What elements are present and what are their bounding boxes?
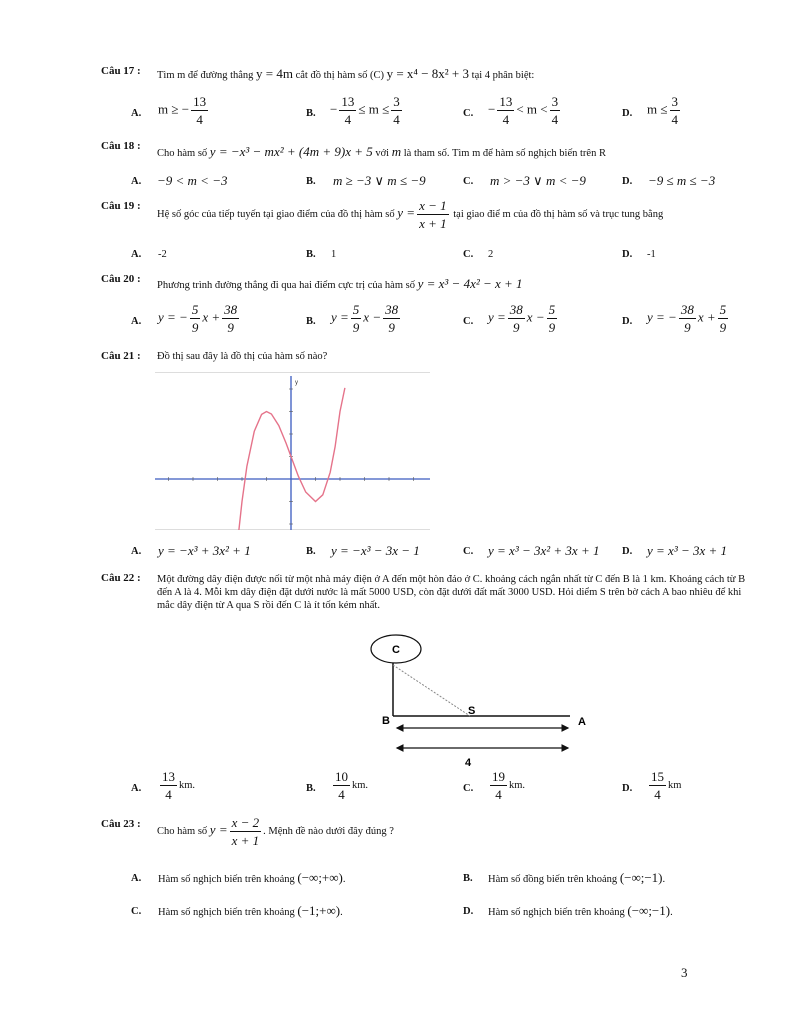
q21-b-option[interactable]: y = −x³ − 3x − 1 xyxy=(331,543,420,558)
q20-label: Câu 20 : xyxy=(101,273,141,285)
q23-b-label[interactable]: B. xyxy=(463,873,473,884)
cs-line xyxy=(393,665,470,716)
q17-a-option[interactable]: m ≥ − $\frac{13}{4}$ xyxy=(158,94,207,127)
q20-d-option[interactable]: y = − $\frac{38}{9}$ x + $\frac{5}{9}$ xyxy=(647,302,727,335)
length-label: 4 xyxy=(464,757,472,769)
q18-stem: Cho hàm số y = −x³ − mx² + (4m + 9)x + 5 với m là tham số. Tìm m để hàm số nghịch biến trên R xyxy=(157,144,606,159)
q23-stem: Cho hàm số y = $\frac{x - 2}{x + 1}$ . Mệnh đề nào dưới đây đúng ? xyxy=(157,815,394,848)
q20-a-option[interactable]: y = − $\frac{5}{9}$ x + $\frac{38}{9}$ xyxy=(158,302,238,335)
q17-b-option[interactable]: − $\frac{13}{4}$ ≤ m ≤ $\frac{3}{4}$ xyxy=(330,94,400,127)
q23-c-label[interactable]: C. xyxy=(131,906,142,917)
q21-d-option[interactable]: y = x³ − 3x + 1 xyxy=(647,543,728,558)
q20-stem: Phương trình đường thẳng đi qua hai điểm cực trị của hàm số y = x³ − 4x² − x + 1 xyxy=(157,276,523,291)
function-graph xyxy=(155,372,430,530)
q19-a-option[interactable]: -2 xyxy=(158,249,167,260)
point-s-label: S xyxy=(468,705,476,717)
q18-c-option[interactable]: m > −3 ∨ m < −9 xyxy=(490,173,586,188)
q17-stem: Tìm m để đường thẳng y = 4m cắt đồ thị hàm số (C) y = x⁴ − 8x² + 3 tại 4 phân biệt: xyxy=(157,66,535,81)
point-a-label: A xyxy=(578,716,586,728)
q22-c-option[interactable]: $\frac{19}{4}$ km. xyxy=(492,769,526,802)
q17-c-label[interactable]: C. xyxy=(463,108,474,119)
q17-c-option[interactable]: − $\frac{13}{4}$ < m < $\frac{3}{4}$ xyxy=(488,94,559,127)
q17-label: Câu 17 : xyxy=(101,65,141,77)
q19-b-label[interactable]: B. xyxy=(306,249,316,260)
q21-a-option[interactable]: y = −x³ + 3x² + 1 xyxy=(158,543,251,558)
q17-b-label[interactable]: B. xyxy=(306,108,316,119)
q19-b-option[interactable]: 1 xyxy=(331,249,337,260)
q22-b-label[interactable]: B. xyxy=(306,783,316,794)
q19-c-option[interactable]: 2 xyxy=(488,249,494,260)
q18-a-label[interactable]: A. xyxy=(131,176,142,187)
q19-c-label[interactable]: C. xyxy=(463,249,474,260)
q22-d-option[interactable]: $\frac{15}{4}$ km xyxy=(651,769,682,802)
q18-a-option[interactable]: −9 < m < −3 xyxy=(157,173,228,188)
q21-stem: Đồ thị sau đây là đồ thị của hàm số nào? xyxy=(157,351,328,362)
q17-d-option[interactable]: m ≤ $\frac{3}{4}$ xyxy=(647,94,678,127)
q22-a-label[interactable]: A. xyxy=(131,783,142,794)
q20-b-option[interactable]: y = $\frac{5}{9}$ x − $\frac{38}{9}$ xyxy=(331,302,399,335)
q22-a-option[interactable]: $\frac{13}{4}$ km. xyxy=(162,769,196,802)
q22-diagram xyxy=(360,630,600,770)
point-c-label: C xyxy=(392,644,400,656)
q18-b-label[interactable]: B. xyxy=(306,176,316,187)
point-b-label: B xyxy=(382,715,390,727)
q20-b-label[interactable]: B. xyxy=(306,316,316,327)
q18-label: Câu 18 : xyxy=(101,140,141,152)
q23-b-option[interactable]: Hàm số đồng biến trên khoảng (−∞;−1). xyxy=(488,870,666,885)
q19-d-label[interactable]: D. xyxy=(622,249,633,260)
q20-d-label[interactable]: D. xyxy=(622,316,633,327)
q22-d-label[interactable]: D. xyxy=(622,783,633,794)
q18-c-label[interactable]: C. xyxy=(463,176,474,187)
q21-c-option[interactable]: y = x³ − 3x² + 3x + 1 xyxy=(488,543,600,558)
q18-d-option[interactable]: −9 ≤ m ≤ −3 xyxy=(648,173,716,188)
q20-c-option[interactable]: y = $\frac{38}{9}$ x − $\frac{5}{9}$ xyxy=(488,302,556,335)
page-number: 3 xyxy=(681,965,688,980)
q18-d-label[interactable]: D. xyxy=(622,176,633,187)
q23-label: Câu 23 : xyxy=(101,818,141,830)
q22-stem: Một đường dây điện được nối từ một nhà máy điện ở A đến một hòn đảo ở C. khoảng cách ngắn nhất từ C đến B là 1 km. Khoảng cách từ B đến A là 4. Mỗi km dây điện đặt dưới nước là mất 5000 USD, còn đặt dưới đất mất 3000 USD. Hỏi diểm S trên bờ cách A bao nhiêu để khi mắc dây điện từ A qua S rồi đến C là ít tốn kém nhất. xyxy=(157,574,746,611)
q18-b-option[interactable]: m ≥ −3 ∨ m ≤ −9 xyxy=(333,173,426,188)
q21-c-label[interactable]: C. xyxy=(463,546,474,557)
q23-c-option[interactable]: Hàm số nghịch biến trên khoảng (−1;+∞). xyxy=(158,903,343,918)
q23-a-label[interactable]: A. xyxy=(131,873,142,884)
q19-d-option[interactable]: -1 xyxy=(647,249,656,260)
q23-d-label[interactable]: D. xyxy=(463,906,474,917)
q21-a-label[interactable]: A. xyxy=(131,546,142,557)
q20-c-label[interactable]: C. xyxy=(463,316,474,327)
q21-label: Câu 21 : xyxy=(101,350,141,362)
q22-b-option[interactable]: $\frac{10}{4}$ km. xyxy=(335,769,369,802)
q19-stem: Hệ số góc của tiếp tuyến tại giao điểm của đồ thị hàm số y = $\frac{x - 1}{x + 1}$ tại giao điể m của đồ thị hàm số và trục tung bằng xyxy=(157,198,664,231)
q19-label: Câu 19 : xyxy=(101,200,141,212)
q17-a-label[interactable]: A. xyxy=(131,108,142,119)
q20-a-label[interactable]: A. xyxy=(131,316,142,327)
q17-d-label[interactable]: D. xyxy=(622,108,633,119)
q22-c-label[interactable]: C. xyxy=(463,783,474,794)
q22-label: Câu 22 : xyxy=(101,572,141,584)
graph-y-axis-label: y xyxy=(295,380,298,386)
q23-a-option[interactable]: Hàm số nghịch biến trên khoảng (−∞;+∞). xyxy=(158,870,346,885)
q19-a-label[interactable]: A. xyxy=(131,249,142,260)
graph-curve xyxy=(227,388,345,530)
q21-d-label[interactable]: D. xyxy=(622,546,633,557)
q21-b-label[interactable]: B. xyxy=(306,546,316,557)
q23-d-option[interactable]: Hàm số nghịch biến trên khoảng (−∞;−1). xyxy=(488,903,673,918)
